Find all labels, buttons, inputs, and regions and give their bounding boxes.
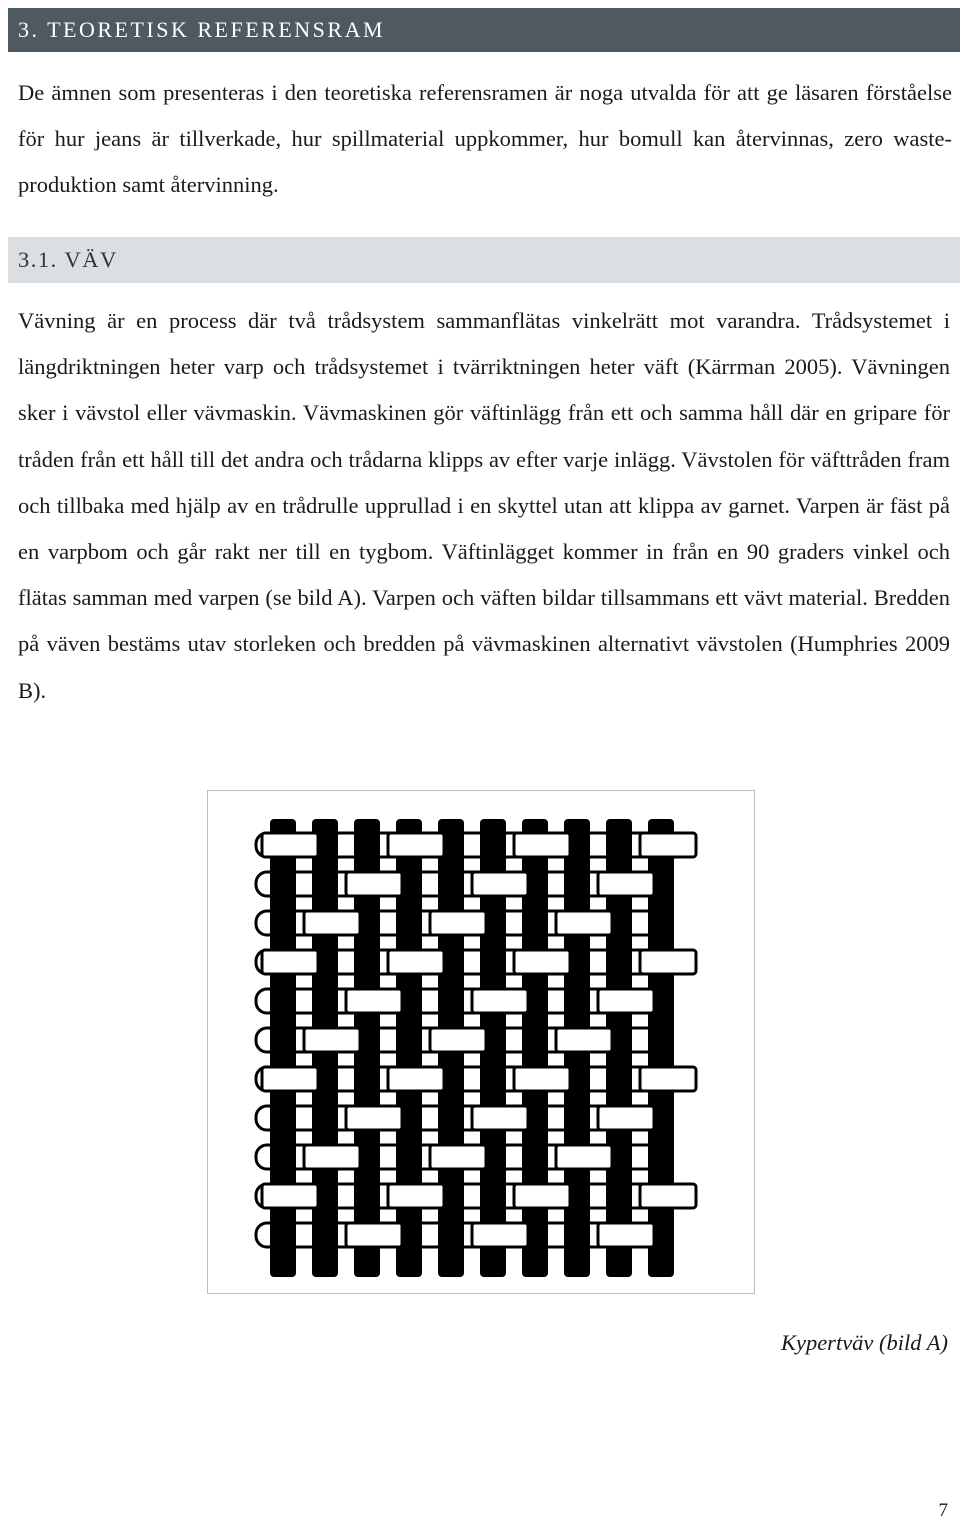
weft-float <box>262 833 318 857</box>
weft-float <box>346 1106 402 1130</box>
weft-float <box>346 989 402 1013</box>
body-paragraph: Vävning är en process där två trådsystem sammanflätas vinkelrätt mot varandra. Trådsystemet i längdriktningen heter varp och trådsystemet i tvärriktningen heter väft (Kärrman 2005). Vävningen sker i vävstol eller vävmaskin. Vävmaskinen gör väftinlägg från ett och samma håll där en gripare för tråden från ett håll till det andra och trådarna klipps av efter varje inlägg. Vävstolen för väfttråden fram och tillbaka med hjälp av en trådrulle upprullad i en skyttel utan att klippa av garnet. Varpen är fäst på en varpbom och går rakt ner till en tygbom. Väftinlägget kommer in från en 90 graders vinkel och flätas samman med varpen (se bild A). Varpen och väften bildar tillsammans ett vävt material. Bredden på väven bestäms utav storleken och bredden på vävmaskinen alternativt vävstolen (Humphries 2009 B). <box>18 308 950 703</box>
weft-float <box>514 1184 570 1208</box>
weft-float <box>640 833 696 857</box>
weft-float <box>388 833 444 857</box>
weft-float <box>304 1028 360 1052</box>
intro-paragraph: De ämnen som presenteras i den teoretiska referensramen är noga utvalda för att ge läsaren förståelse för hur jeans är tillverkade, hur spillmaterial uppkommer, hur bomull kan återvinnas, zero waste-produktion samt återvinning. <box>18 80 952 197</box>
weft-float <box>388 1067 444 1091</box>
weft-float <box>472 989 528 1013</box>
weft-float <box>514 1067 570 1091</box>
weft-float <box>304 911 360 935</box>
weft-float <box>640 1184 696 1208</box>
weft-float <box>472 1106 528 1130</box>
figure-caption: Kypertväv (bild A) <box>780 1330 948 1355</box>
weft-float <box>640 1067 696 1091</box>
weft-float <box>346 1223 402 1247</box>
weft-float <box>598 989 654 1013</box>
weft-float <box>304 1145 360 1169</box>
weft-float <box>430 911 486 935</box>
weft-float <box>472 1223 528 1247</box>
twill-weave-figure <box>207 790 755 1294</box>
weft-float <box>346 872 402 896</box>
weft-float <box>556 911 612 935</box>
weft-float <box>514 950 570 974</box>
weft-float <box>430 1145 486 1169</box>
weft-float <box>640 950 696 974</box>
weft-float <box>556 1028 612 1052</box>
weft-float <box>430 1028 486 1052</box>
weft-float <box>598 1106 654 1130</box>
weft-float <box>472 872 528 896</box>
weft-float <box>598 1223 654 1247</box>
twill-weave-illustration <box>208 791 756 1295</box>
weft-float <box>388 950 444 974</box>
weft-float <box>262 1184 318 1208</box>
page-number: 7 <box>938 1500 948 1521</box>
weft-float <box>556 1145 612 1169</box>
weft-float <box>262 950 318 974</box>
weft-float <box>388 1184 444 1208</box>
subsection-heading: 3.1. VÄV <box>8 237 960 283</box>
weft-float <box>262 1067 318 1091</box>
section-heading: 3. TEORETISK REFERENSRAM <box>8 8 960 52</box>
weft-float <box>598 872 654 896</box>
weft-float <box>514 833 570 857</box>
